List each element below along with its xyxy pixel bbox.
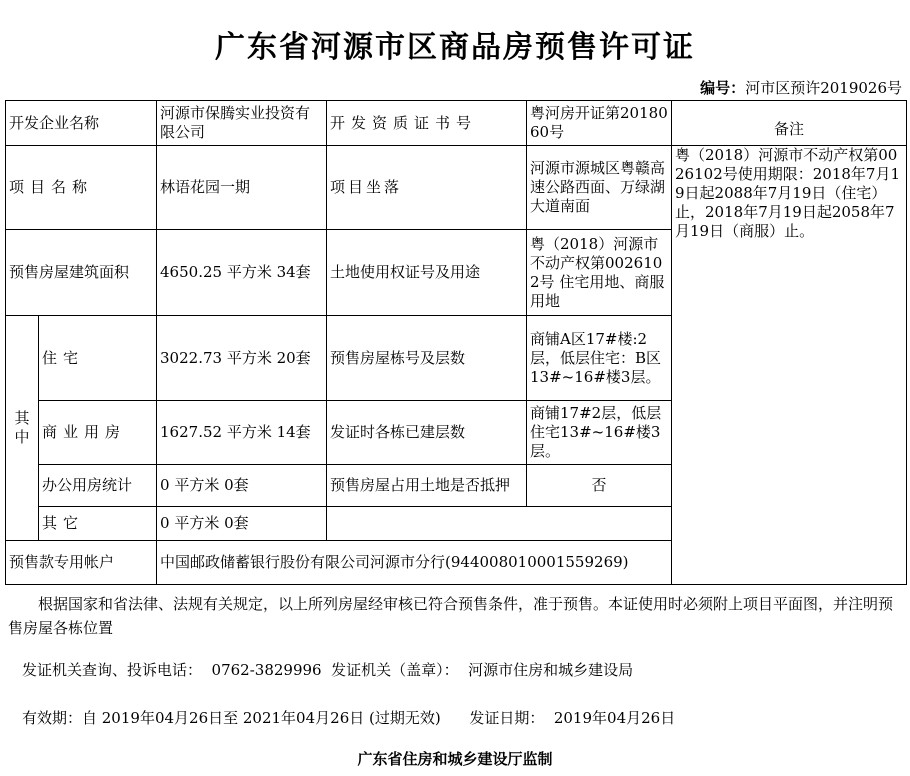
mortgage-value: 否 <box>527 465 672 507</box>
empty-cell <box>327 507 672 541</box>
certificate-number-value: 河市区预许2019026号 <box>745 79 902 97</box>
project-name-value: 林语花园一期 <box>157 146 327 230</box>
contact-line: 发证机关查询、投诉电话： 0762-3829996 发证机关（盖章）： 河源市住房和城乡建设局 <box>22 661 634 679</box>
commercial-label: 商业用房 <box>39 401 157 465</box>
account-label: 预售款专用帐户 <box>6 541 157 585</box>
developer-label: 开发企业名称 <box>6 101 157 146</box>
project-location-value: 河源市源城区粤赣高速公路西面、万绿湖大道南面 <box>527 146 672 230</box>
other-value: 0 平方米 0套 <box>157 507 327 541</box>
office-label: 办公用房统计 <box>39 465 157 507</box>
certificate-number-label: 编号 <box>700 79 731 97</box>
certificate-number <box>700 77 902 98</box>
presale-area-label: 预售房屋建筑面积 <box>6 230 157 316</box>
presale-area-value: 4650.25 平方米 34套 <box>157 230 327 316</box>
residential-label: 住宅 <box>39 316 157 401</box>
certificate-number-sep: ： <box>730 79 746 97</box>
legal-statement: 根据国家和省法律、法规有关规定，以上所列房屋经审核已符合预售条件，准于预售。本证使用时必须附上项目平面图，并注明预售房屋各栋位置 <box>8 595 894 637</box>
building-value: 商铺A区17#楼:2层，低层住宅：B区13#~16#楼3层。 <box>527 316 672 401</box>
row-developer <box>6 101 907 146</box>
remark-label: 备注 <box>672 101 907 146</box>
project-name-label: 项目名称 <box>6 146 157 230</box>
row-project <box>6 146 907 230</box>
certificate-title: 广东省河源市区商品房预售许可证 <box>215 30 695 65</box>
built-floors-label: 发证时各栋已建层数 <box>327 401 527 465</box>
certificate-table <box>5 100 907 585</box>
building-label: 预售房屋栋号及层数 <box>327 316 527 401</box>
other-label: 其它 <box>39 507 157 541</box>
office-value: 0 平方米 0套 <box>157 465 327 507</box>
among-label: 其中 <box>6 316 39 541</box>
mortgage-label: 预售房屋占用土地是否抵押 <box>327 465 527 507</box>
project-location-label: 项目坐落 <box>327 146 527 230</box>
built-floors-value: 商铺17#2层，低层住宅13#~16#楼3层。 <box>527 401 672 465</box>
account-value: 中国邮政储蓄银行股份有限公司河源市分行(944008010001559269) <box>157 541 672 585</box>
developer-value: 河源市保腾实业投资有限公司 <box>157 101 327 146</box>
land-cert-label: 土地使用权证号及用途 <box>327 230 527 316</box>
land-cert-value: 粤（2018）河源市不动产权第0026102号 住宅用地、商服用地 <box>527 230 672 316</box>
qualification-label: 开发资质证书号 <box>327 101 527 146</box>
qualification-value: 粤河房开证第2018060号 <box>527 101 672 146</box>
residential-value: 3022.73 平方米 20套 <box>157 316 327 401</box>
remark-value: 粤（2018）河源市不动产权第0026102号使用期限：2018年7月19日起2088年7月19日（住宅）止，2018年7月19日起2058年7月19日（商服）止。 <box>672 146 907 585</box>
supervisor-footer: 广东省住房和城乡建设厅监制 <box>357 750 553 768</box>
commercial-value: 1627.52 平方米 14套 <box>157 401 327 465</box>
validity-line: 有效期：自 2019年04月26日至 2021年04月26日 (过期无效) 发证日期： 2019年04月26日 <box>22 709 676 727</box>
